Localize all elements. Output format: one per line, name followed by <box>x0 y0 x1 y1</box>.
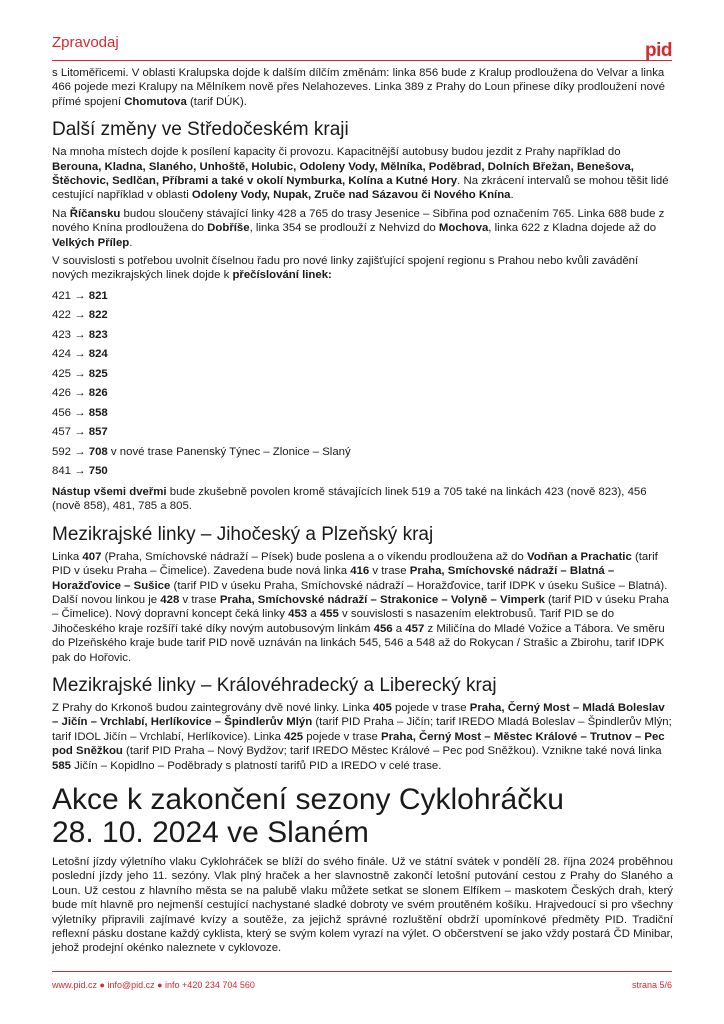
section-heading-hradec-liberec: Mezikrajské linky – Královéhradecký a Liberecký kraj <box>52 674 497 696</box>
south-bohemia-paragraph: Linka 407 (Praha, Smíchovské nádraží – Písek) bude poslena a o víkendu prodloužena až do Vodňan a Prachatic (tarif PID v úseku Praha – Čimelice). Zavedena bude nová linka 416 v trase Praha, Smíchovské nádraží – Blatná – Horažďovice – Sušice (tarif PID v úseku Praha, Smíchovské nádraží – Horažďovice, tarif IDPK v úseku Sušice – Blatná). Další novou linkou je 428 v trase Praha, Smíchovské nádraží – Strakonice – Volyně – Vimperk (tarif PID v úseku Praha – Čimelice). Nový dopravní koncept čeká linky 453 a 455 v souvislosti s nasazením elektrobusů. Tarif PID se do Jihočeského kraje rozšíří také díky novým autobusovým linkám 456 a 457 z Miličína do Mladé Vožice a Tábora. Ve směru do Plzeňského kraje bude tarif PID nově uznáván na linkách 545, 546 a 548 až do Rokycan / Strašic a Zbirohu, tarif IDPK pak do Hořovic. <box>52 550 669 664</box>
list-item: 456 → 858 <box>52 406 108 419</box>
cyklohracek-heading: Akce k zakončení sezony Cyklohráčku 28. 10. 2024 ve Slaném <box>52 782 564 849</box>
page-number: strana 5/6 <box>631 980 672 990</box>
renumbering-intro: V souvislosti s potřebou uvolnit číselnou řadu pro nové linky zajišťující spojení regionu s Prahou nebo kvůli zavádění nových mezikrajských linek dojde k přečíslování linek: <box>52 255 639 282</box>
header-divider <box>52 60 672 61</box>
hradec-liberec-paragraph: Z Prahy do Krkonoš budou zaintegrovány dvě nové linky. Linka 405 pojede v trase Praha, Černý Most – Mladá Boleslav – Jičín – Vrchlabí, Herlíkovice – Špindlerův Mlýn (tarif PID Praha – Jičín; tarif IREDO Mladá Boleslav – Špindlerův Mlýn; tarif IDOL Jičín – Vrchlabí, Herlíkovice). Linka 425 pojede v trase Praha, Černý Most – Městec Králové – Trutnov – Pec pod Sněžkou (tarif PID Praha – Nový Bydžov; tarif IREDO Městec Králové – Pec pod Sněžkou). Vznikne také nová linka 585 Jičín – Kopidlno – Poděbrady s platností tarifů PID a IREDO v celé trase. <box>52 701 672 772</box>
section-heading-central-bohemia: Další změny ve Středočeském kraji <box>52 119 349 141</box>
list-item: 421 → 821 <box>52 289 108 302</box>
list-item: 423 → 823 <box>52 328 108 341</box>
pid-logo: pid <box>645 40 672 61</box>
cyklohracek-paragraph: Letošní jízdy výletního vlaku Cyklohráček se blíží do svého finále. Už ve státní svátek v pondělí 28. října 2024 proběhnou poslední jízdy jeho 11. sezóny. Vlak plný hraček a her slavnostně zakončí letošní putování cestou z Prahy do Slaného a Loun. Už cestou z hlavního města se na palubě vlaku můžete setkat se slonem Elfíkem – maskotem Českých drah, který bude mít hlavně pro nejmenší cestující nachystané sladké dobroty ve svém proutěném košíku. Hrajvedoucí si pro všechny výletníky připravili zajímavé kvízy a soutěže, za jejichž správné rozluštění obdrží upomínkové předměty PID. Tradiční reflexní pásku dostane každý cyklista, který se svým kolem vyrazí na výlet. O občerstvení se jako vždy postará ČD Minibar, jehož prodejní okénko naleznete v cyklovoze. <box>52 855 673 955</box>
all-doors-paragraph: Nástup všemi dveřmi bude zkušebně povolen kromě stávajících linek 519 a 705 také na linkách 423 (nově 823), 456 (nově 858), 481, 785 a 805. <box>52 485 647 513</box>
list-item: 841 → 750 <box>52 465 108 478</box>
footer-divider <box>52 971 672 972</box>
capacity-paragraph: Na mnoha místech dojde k posílení kapacity či provozu. Kapacitnější autobusy budou jezdit z Prahy například do Berouna, Kladna, Slaného, Unhoště, Holubic, Odoleny Vody, Mělníka, Poděbrad, Dolních Břežan, Benešova, Štěchovic, Sedlčan, Příbrami a také v okolí Nymburka, Kolína a Kutné Hory. Na zkrácení intervalů se mohou těšit lidé cestující například v oblasti Odoleny Vody, Nupak, Zruče nad Sázavou či Nového Knína. <box>52 146 669 202</box>
header-brand: Zpravodaj <box>52 34 119 51</box>
intro-paragraph: s Litoměřicemi. V oblasti Kralupska dojde k dalším dílčím změnám: linka 856 bude z Kralup prodloužena do Velvar a linka 466 pojede mezi Kralupy na Mělníkem nově přes Nelahozeves. Linka 389 z Prahy do Loun přinese díky prodloužení nové přímé spojení Chomutova (tarif DÚK). <box>52 67 665 108</box>
list-item: 422 → 822 <box>52 309 108 322</box>
list-item: 592 → 708 v nové trase Panenský Týnec – Zlonice – Slaný <box>52 445 351 458</box>
section-heading-south-bohemia-plzen: Mezikrajské linky – Jihočeský a Plzeňský kraj <box>52 523 434 545</box>
renumbering-list <box>52 287 673 482</box>
footer-contacts: www.pid.cz ● info@pid.cz ● info +420 234 704 560 <box>52 980 255 990</box>
list-item: 457 → 857 <box>52 426 108 439</box>
list-item: 424 → 824 <box>52 348 108 361</box>
document-body <box>52 66 673 960</box>
list-item: 426 → 826 <box>52 387 108 400</box>
lines-change-paragraph: Na Říčansku budou sloučeny stávající linky 428 a 765 do trasy Jesenice – Sibřina pod označením 765. Linka 688 bude z nového Knína prodloužena do Dobříše, linka 354 se prodlouží z Nehvizd do Mochova, linka 622 z Kladna dojede až do Velkých Přílep. <box>52 207 665 249</box>
list-item: 425 → 825 <box>52 367 108 380</box>
